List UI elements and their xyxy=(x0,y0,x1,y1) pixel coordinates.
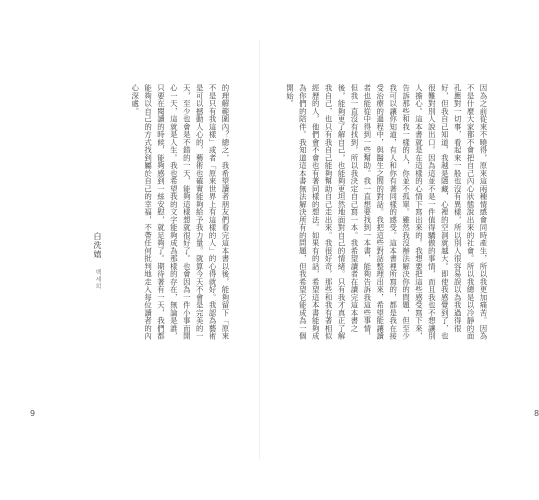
author-signature xyxy=(92,232,103,290)
page-number-right: 8 xyxy=(534,409,539,418)
right-page-text: 因為之前從來不曉得，原來這兩種情感會同時產生，所以我更加痛苦。因為不是什麼大家都不會把自己內心狀態說出來的社會。所以我總是以冷靜的面孔應對一切事，看起來一般也沒有異樣，所以別人很容易誤以為我過得很好，但我自己知道，我越是隱藏，心裡的空洞就越大。即使我感覺到了，也很難對別人說出口。因為這並不是一件值得驕傲的事情，而且我也不想讓別人擔心。這本書就是在這樣的心情下寫出來的。我想要把這些感受寫下來，告訴那些和我一樣的人，你並不孤單。雖然我沒辦法解決你的問題，但至少我可以讓你知道，有人和你有著同樣的感受。這本書裡所寫的，都是我在接受治療的過程中，與醫生之間的對話。我把這些對話整理出來，希望能讓讀者也能從中得到一些幫助。我一直想要找到一本書，能夠告訴我這些事情，但我一直沒有找到，所以我決定自己寫一本。我希望讀者在讀完這本書之後，能夠更了解自己，也能夠更坦然地面對自己的情緒。只有我才真正了解我自己，也只有我自己能夠幫助自己走出來。我很好奇，那些和我有著相似經歷的人，他們會不會也有著同樣的想法。如果有的話，希望這本書能夠成為你們的陪伴。我知道這本書無法解決所有的問題，但我希望它能成為一個開始。 xyxy=(285,84,488,340)
left-page xyxy=(0,0,260,500)
author-name-transliteration: 백세희 xyxy=(94,268,101,290)
author-name: 白洗嬉 xyxy=(93,232,102,259)
right-page xyxy=(260,0,539,500)
page-number-left: 9 xyxy=(30,409,36,418)
left-page-text: 的理解範圍內？總之，我希望讀者朋友們看完這本書以後，能夠留下「原來不是只有我這樣」或者「原來世界上有這樣的人」的心得就好。我認為藝術是可以撼動人心的，藝術也確實能夠給予我力量。就算今天不會是完美的一天，至少也會是不錯的一天，能夠這樣想就很好了。也會因為一件小事而開心一天，這就是人生。我也希望我的文字能夠成為那樣的存在，無論是誰，只要在閱讀的時候，能夠感到一絲安慰，就足夠了。期待著有一天，我們都能夠以自己的方式找到屬於自己的幸福，不帶任何批判地走入每位讀者的內心深處。 xyxy=(130,84,230,340)
